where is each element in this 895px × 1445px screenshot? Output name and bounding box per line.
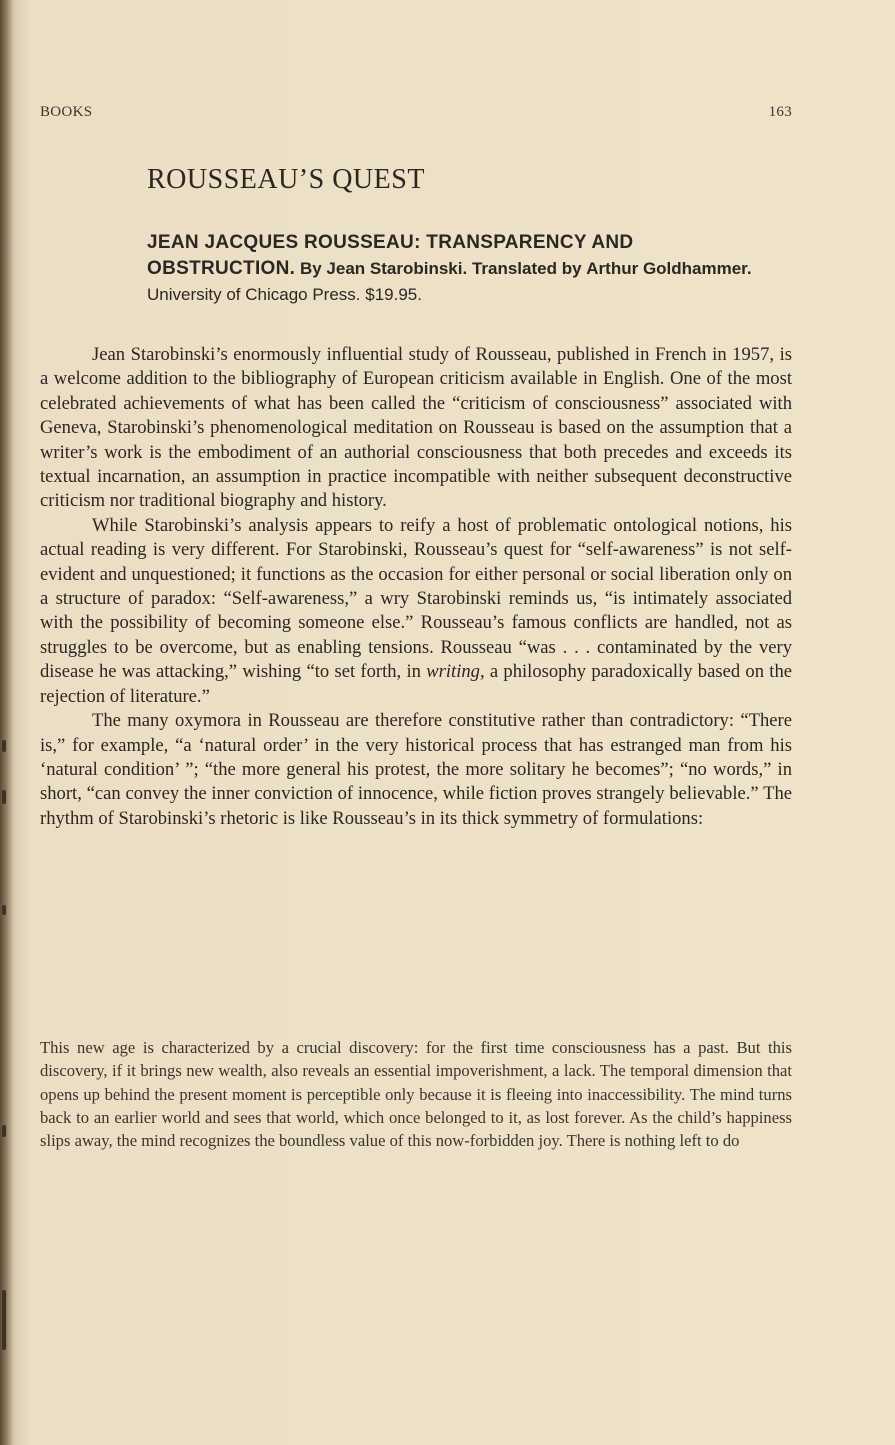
binding-mark	[2, 905, 6, 915]
book-citation	[147, 230, 767, 308]
paragraph: The many oxymora in Rousseau are therefore constitutive rather than contradictory: “There is,” for example, “a ‘natural order’ in the very historical process that has estranged man from his ‘natural condition’ ”; “the more general his protest, the more solitary he becomes”; “no words,” in short, “can convey the inner conviction of innocence, while fiction proves strangely believable.” The rhythm of Starobinski’s rhetoric is like Rousseau’s in its thick symmetry of formulations:	[40, 710, 792, 829]
paragraph: Jean Starobinski’s enormously influential study of Rousseau, published in French in 1957, is a welcome addition to the bibliography of European criticism available in English. One of the most celebrated achievements of what has been called the “criticism of consciousness” associated with Geneva, Starobinski’s phenomenological meditation on Rousseau is based on the assumption that a writer’s work is the embodiment of an authorial consciousness that both precedes and exceeds its textual incarnation, an assumption in practice incompatible with neither subsequent deconstructive criticism nor traditional biography and history.	[40, 344, 792, 512]
binding-mark	[2, 790, 6, 804]
paragraph	[40, 514, 792, 709]
paragraph-text: While Starobinski’s analysis appears to reify a host of problematic ontological notions, his actual reading is very different. For Starobinski, Rousseau’s quest for “self-awareness” is not self-evident and unquestioned; it functions as the occasion for either personal or social liberation only on a structure of paradox: “Self-awareness,” a wry Starobinski reminds us, “is intimately associated with the possibility of becoming someone else.” Rousseau’s famous conflicts are handled, not as struggles to be overcome, but as enabling tensions. Rousseau “was . . . contaminated by the very disease he was attacking,” wishing “to set forth, in	[40, 514, 792, 683]
block-quote	[40, 1036, 792, 1152]
binding-mark	[2, 1290, 6, 1350]
binding-mark	[2, 740, 6, 752]
section-label: BOOKS	[40, 104, 93, 120]
translated-label: Translated by	[471, 259, 582, 278]
quote-text: This new age is characterized by a crucial discovery: for the first time consciousness has a past. But this discovery, if it brings new wealth, also reveals an essential impoverishment, a lack. The temporal dimension that opens up behind the present moment is perceptible only because it is fleeing into inaccessibility. The mind turns back to an earlier world and sees that world, which once belonged to it, as lost forever. As the child’s happiness slips away, the mind recognizes the boundless value of this now-forbidden joy. There is nothing left to do	[40, 1038, 792, 1151]
book-translator: Arthur Goldhammer.	[586, 259, 752, 278]
publisher-price: University of Chicago Press. $19.95.	[147, 285, 422, 304]
paragraph-text: , a philosophy paradoxically based on the rejection of literature.”	[40, 661, 792, 707]
by-label: By	[299, 259, 322, 278]
book-title: JEAN JACQUES ROUSSEAU: TRANSPARENCY AND OBSTRUCTION.	[147, 232, 634, 279]
emphasis-text: writing	[426, 661, 480, 683]
article-body	[40, 343, 792, 831]
binding-mark	[2, 1125, 6, 1137]
page-number: 163	[768, 104, 792, 120]
article-title: ROUSSEAU’S QUEST	[147, 164, 425, 195]
book-author: Jean Starobinski.	[326, 259, 468, 278]
